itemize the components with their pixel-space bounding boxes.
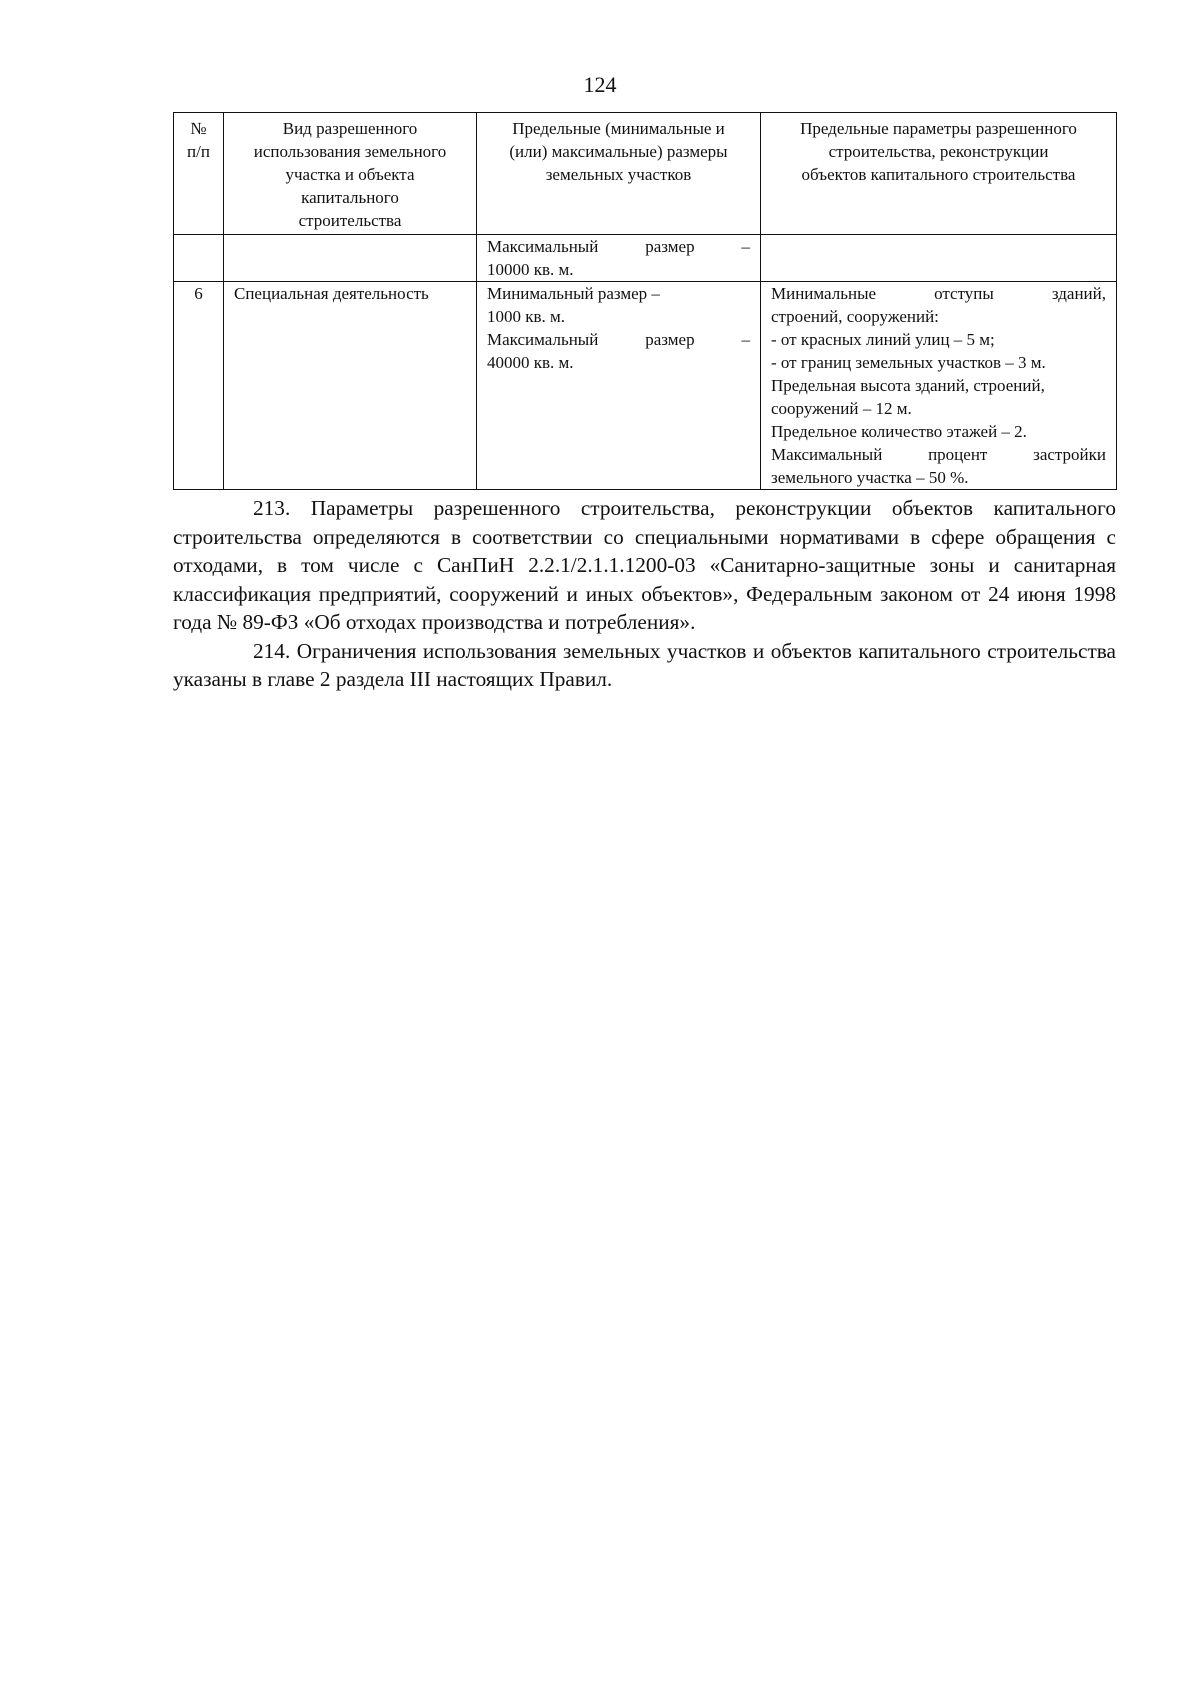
cell-line: Минимальный размер –	[487, 284, 660, 303]
cell-line: - от красных линий улиц – 5 м;	[771, 330, 995, 349]
header-line: №	[190, 119, 207, 138]
table-row	[174, 235, 1117, 282]
header-num	[174, 113, 224, 235]
cell-line: 1000 кв. м.	[487, 307, 566, 326]
header-line: Предельные (минимальные и	[512, 119, 725, 138]
header-plot-size	[477, 113, 761, 235]
cell-line: 10000 кв. м.	[487, 260, 574, 279]
header-line: (или) максимальные) размеры	[509, 142, 728, 161]
cell-line: строений, сооружений:	[771, 307, 939, 326]
cell-line: земельного участка – 50 %.	[771, 468, 969, 487]
page-number: 124	[583, 72, 617, 97]
header-use-type	[224, 113, 477, 235]
body-text	[173, 494, 1116, 694]
cell-line: 40000 кв. м.	[487, 353, 574, 372]
header-line: Вид разрешенного	[282, 119, 418, 138]
header-line: земельных участков	[545, 165, 692, 184]
header-line: Предельные параметры разрешенного	[800, 119, 1077, 138]
row-plot-size	[477, 282, 761, 490]
cell-line: - от границ земельных участков – 3 м.	[771, 353, 1046, 372]
row-build-params	[761, 235, 1117, 282]
paragraph-213: 213. Параметры разрешенного строительства, реконструкции объектов капитального строительства определяются в соответствии со специальными нормативами в сфере обращения с отходами, в том числе с СанПиН 2.2.1/2.1.1.1200-03 «Санитарно-защитные зоны и санитарная классификация предприятий, сооружений и иных объектов», Федеральным законом от 24 июня 1998 года № 89-ФЗ «Об отходах производства и потребления».	[173, 496, 1116, 634]
table-row	[174, 282, 1117, 490]
header-line: объектов капитального строительства	[801, 165, 1076, 184]
row-num: 6	[174, 282, 224, 490]
header-build-params	[761, 113, 1117, 235]
header-line: участка и объекта	[285, 165, 415, 184]
row-plot-size	[477, 235, 761, 282]
header-line: использования земельного	[253, 142, 447, 161]
paragraph-214: 214. Ограничения использования земельных участков и объектов капитального строительства указаны в главе 2 раздела III настоящих Правил.	[173, 638, 1116, 691]
cell-line: Предельная высота зданий, строений,	[771, 376, 1045, 395]
header-line: строительства, реконструкции	[828, 142, 1049, 161]
header-line: капитального	[301, 188, 399, 207]
cell-line: Максимальный размер –	[487, 237, 750, 256]
land-use-table	[173, 112, 1117, 490]
cell-line: Максимальный размер –	[487, 330, 750, 349]
cell-line: Предельное количество этажей – 2.	[771, 422, 1027, 441]
header-line: строительства	[298, 211, 402, 230]
header-line: п/п	[187, 142, 210, 161]
cell-line: Максимальный процент застройки	[771, 445, 1106, 464]
row-use-type	[224, 235, 477, 282]
table-header-row	[174, 113, 1117, 235]
cell-line: Минимальные отступы зданий,	[771, 284, 1106, 303]
row-use-type: Специальная деятельность	[224, 282, 477, 490]
row-num	[174, 235, 224, 282]
row-build-params	[761, 282, 1117, 490]
cell-line: сооружений – 12 м.	[771, 399, 912, 418]
